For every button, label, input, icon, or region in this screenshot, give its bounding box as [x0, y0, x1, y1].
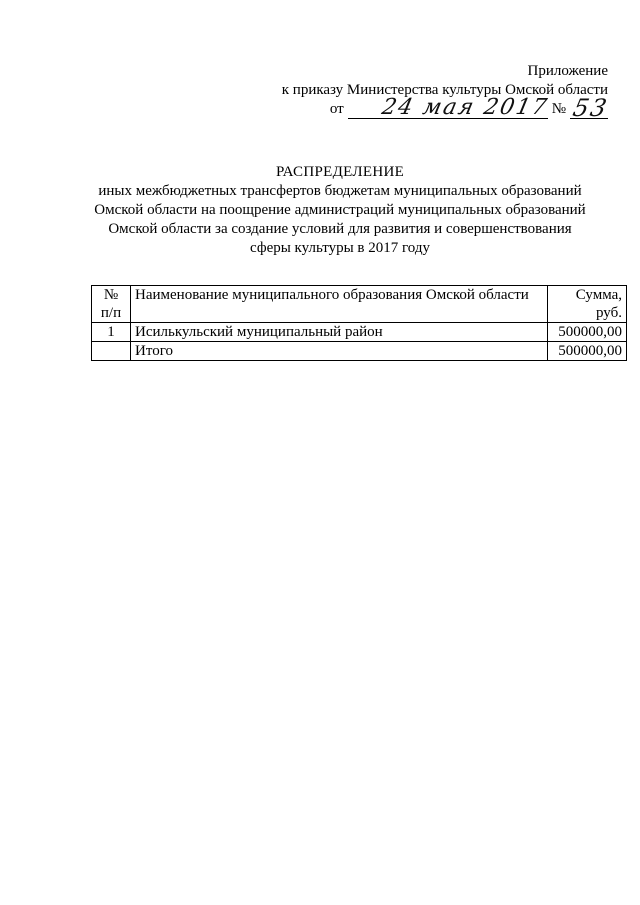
header-num-line-2: п/п: [100, 305, 122, 321]
row-sum: 500000,00: [548, 323, 627, 342]
handwritten-number: 53: [570, 94, 611, 122]
from-label: от: [329, 101, 344, 117]
table-header-row: [92, 286, 627, 323]
appendix-title: Приложение: [527, 63, 608, 79]
heading-line-3: Омской области за создание условий для развития и совершенствования: [108, 221, 572, 237]
appendix-block: [188, 62, 611, 122]
heading-line-4: сферы культуры в 2017 году: [250, 240, 430, 256]
document-heading: [60, 163, 620, 258]
table-row-total: [92, 342, 627, 361]
header-sum-line-1: Сумма,: [575, 287, 622, 303]
header-sum-line-2: руб.: [596, 305, 622, 321]
appendix-order-reference: к приказу Министерства культуры Омской области: [281, 82, 608, 98]
order-date-number-line: [188, 94, 611, 122]
handwritten-date: 24 мая 2017: [379, 95, 551, 120]
header-num: [92, 286, 131, 323]
row-name: Исилькульский муниципальный район: [131, 323, 548, 342]
header-num-line-1: №: [103, 287, 119, 303]
number-label: №: [551, 101, 566, 117]
header-name: Наименование муниципального образования Омской области: [131, 286, 548, 323]
heading-line-1: иных межбюджетных трансфертов бюджетам муниципальных образований: [98, 183, 582, 199]
heading-line-2: Омской области на поощрение администраций муниципальных образований: [94, 202, 586, 218]
order-number-field: [570, 94, 611, 122]
row-num: [92, 342, 131, 361]
total-label: Итого: [131, 342, 548, 361]
total-sum: 500000,00: [548, 342, 627, 361]
table-row: [92, 323, 627, 342]
heading-title: РАСПРЕДЕЛЕНИЕ: [275, 164, 405, 180]
order-date-field: [348, 95, 551, 120]
distribution-table: [91, 285, 627, 361]
row-num: 1: [92, 323, 131, 342]
header-sum: [548, 286, 627, 323]
